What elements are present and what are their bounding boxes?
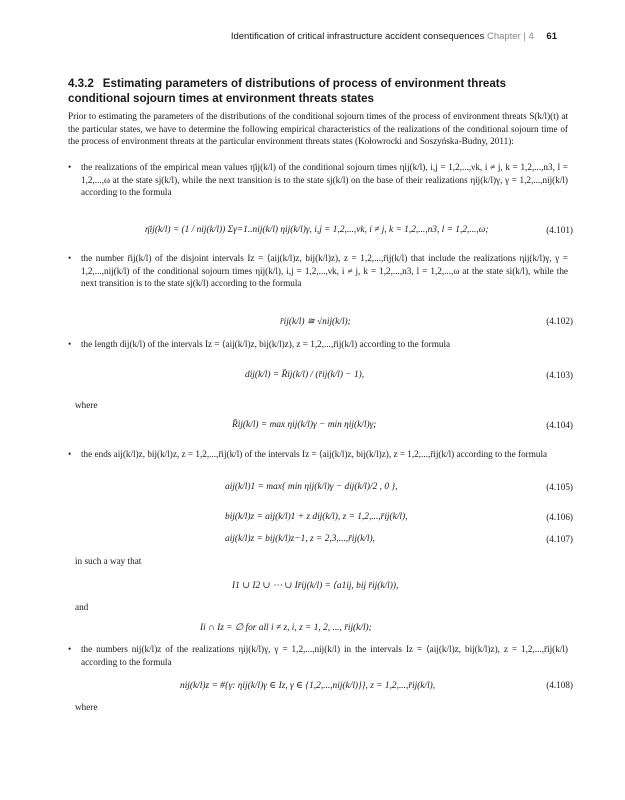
page-number: 61 (546, 31, 557, 42)
and-label: and (75, 602, 89, 612)
bullet-text: the number r̄ij(k/l) of the disjoint intervals Iz = ⟨aij(k/l)z, bij(k/l)z), z = 1,2,...,r̄ij(k/l) that include the realizations ηij(k/l)γ, γ = 1,2,...,nij(k/l) of the conditional sojourn times ηij(k/l), i,j = 1,2,...,νk, i ≠ j, k = 1,2,...,n3, l = 1,2,...,ω at the state si(k/l), while the next transition is to the state sj(k/l) according to the formula (81, 253, 568, 289)
section-heading (68, 77, 568, 106)
equation-text: bij(k/l)z = aij(k/l)1 + z dij(k/l), z = 1,2,...,r̄ij(k/l), (225, 512, 408, 522)
bullet-item: • the numbers nij(k/l)z of the realizations ηij(k/l)γ, γ = 1,2,...,nij(k/l) in the intervals Iz = ⟨aij(k/l)z, bij(k/l)z), z = 1,2,...,r̄ij(k/l) according to the formula (68, 644, 568, 667)
where-label: where (75, 400, 98, 410)
running-title: Identification of critical infrastructure accident consequences (230, 31, 485, 42)
equation-text: nij(k/l)z = #{γ: ηij(k/l)γ ∈ Iz, γ ∈ {1,2,...,nij(k/l)}}, z = 1,2,...,r̄ij(k/l), (180, 681, 436, 691)
in-such-a-way-label: in such a way that (75, 556, 142, 566)
section-title: Estimating parameters of distributions of process of environment threats conditional sojourn times at environment threats states (68, 77, 507, 105)
bullet-text: the realizations of the empirical mean values η̄ij(k/l) of the conditional sojourn times ηij(k/l), i,j = 1,2,...,νk, i ≠ j, k = 1,2,...,n3, l = 1,2,...,ω at the state sj(k/l), while the next transition is to the state sj(k/l) on the base of their realizations ηij(k/l)γ, γ = 1,2,...,nij(k/l) according to the formula (81, 162, 568, 198)
section-number: 4.3.2 (68, 77, 94, 90)
running-header (231, 31, 557, 42)
equation-4-101 (145, 225, 488, 235)
union-equation: I1 ∪ I2 ∪ ⋯ ∪ Ir̄ij(k/l) = ⟨a1ij, bij r̄ij(k/l)), (232, 581, 399, 591)
bullet-text: the numbers nij(k/l)z of the realizations ηij(k/l)γ, γ = 1,2,...,nij(k/l) in the intervals Iz = ⟨aij(k/l)z, bij(k/l)z), z = 1,2,...,r̄ij(k/l) according to the formula (81, 644, 568, 667)
disjoint-equation: Ii ∩ Iz = ∅ for all i ≠ z, i, z = 1, 2, ..., r̄ij(k/l); (200, 623, 372, 633)
equation-number: (4.103) (546, 370, 573, 380)
equation-text: dij(k/l) = R̄ij(k/l) / (r̄ij(k/l) − 1), (245, 370, 365, 380)
equation-number: (4.105) (546, 482, 573, 492)
equation-4-105 (225, 482, 397, 492)
bullet-item: • the ends aij(k/l)z, bij(k/l)z, z = 1,2,...,r̄ij(k/l) of the intervals Iz = ⟨aij(k/l)z, bij(k/l)z), z = 1,2,...,r̄ij(k/l) according to the formula (68, 448, 568, 461)
equation-number: (4.102) (546, 316, 573, 326)
bullet-item: • the realizations of the empirical mean values η̄ij(k/l) of the conditional sojourn times ηij(k/l), i,j = 1,2,...,νk, i ≠ j, k = 1,2,...,n3, l = 1,2,...,ω at the state sj(k/l), while the next transition is to the state sj(k/l) on the base of their realizations ηij(k/l)γ, γ = 1,2,...,nij(k/l) according to the formula (68, 162, 568, 198)
bullet-item: • the number r̄ij(k/l) of the disjoint intervals Iz = ⟨aij(k/l)z, bij(k/l)z), z = 1,2,...,r̄ij(k/l) that include the realizations ηij(k/l)γ, γ = 1,2,...,nij(k/l) of the conditional sojourn times ηij(k/l), i,j = 1,2,...,νk, i ≠ j, k = 1,2,...,n3, l = 1,2,...,ω at the state si(k/l), while the next transition is to the state sj(k/l) according to the formula (68, 253, 568, 289)
bullet-text: the length dij(k/l) of the intervals Iz = ⟨aij(k/l)z, bij(k/l)z), z = 1,2,...,r̄ij(k/l) according to the formula (81, 339, 451, 349)
equation-text: η̄ij(k/l) = (1 / nij(k/l)) Σγ=1..nij(k/l) ηij(k/l)γ, i,j = 1,2,...,νk, i ≠ j, k = 1,2,...,n3, l = 1,2,...,ω; (145, 225, 489, 235)
equation-text: aij(k/l)z = bij(k/l)z−1, z = 2,3,...,r̄ij(k/l), (225, 534, 375, 544)
equation-4-108 (180, 680, 435, 691)
equation-4-102 (280, 316, 351, 327)
intro-paragraph: Prior to estimating the parameters of the distributions of the conditional sojourn times of the process of environment threats S(k/l)(t) at the particular states, we have to determine the following empirical characteristics of the realizations of the conditional sojourn time of the process of environment threats at the particular environment threats states (Kołowrocki and Soszyńska-Budny, 2011): (68, 111, 568, 147)
equation-4-106 (225, 512, 408, 522)
equation-4-107 (225, 534, 375, 544)
bullet-text: the ends aij(k/l)z, bij(k/l)z, z = 1,2,...,r̄ij(k/l) of the intervals Iz = ⟨aij(k/l)z, bij(k/l)z), z = 1,2,...,r̄ij(k/l) according to the formula (81, 449, 548, 459)
chapter-label: Chapter | 4 (486, 31, 534, 42)
equation-number: (4.101) (546, 225, 573, 235)
equation-number: (4.106) (546, 512, 573, 522)
equation-number: (4.107) (546, 534, 573, 544)
bullet-item: • the length dij(k/l) of the intervals Iz = ⟨aij(k/l)z, bij(k/l)z), z = 1,2,...,r̄ij(k/l) according to the formula (68, 338, 568, 351)
equation-number: (4.108) (546, 680, 573, 690)
equation-4-104 (232, 420, 376, 430)
where-label: where (75, 702, 98, 712)
equation-text: R̄ij(k/l) = max ηij(k/l)γ − min ηij(k/l)γ; (232, 420, 377, 430)
equation-number: (4.104) (546, 420, 573, 430)
equation-text: r̄ij(k/l) ≅ √nij(k/l); (280, 317, 351, 327)
equation-text: aij(k/l)1 = max{ min ηij(k/l)γ − dij(k/l)/2 , 0 }, (225, 482, 398, 492)
equation-4-103 (245, 370, 364, 380)
